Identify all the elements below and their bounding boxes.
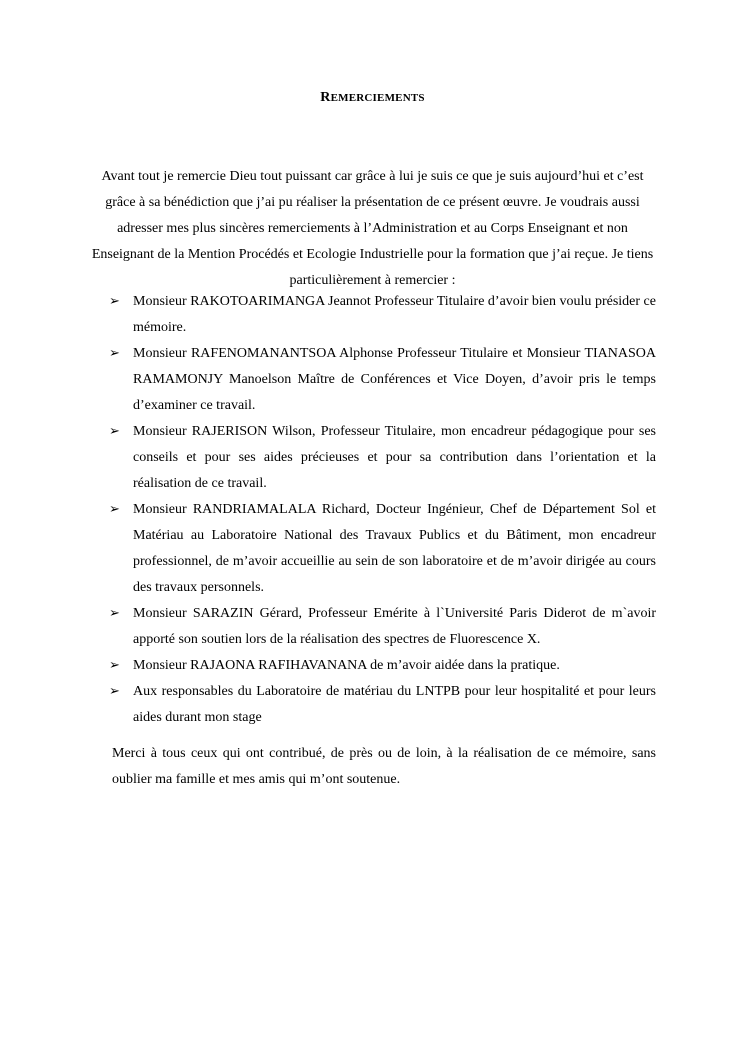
list-item-text: Monsieur RAFENOMANANTSOA Alphonse Professeur Titulaire et Monsieur TIANASOA RAMAMONJY Manoelson Maître de Conférences et Vice Doyen, d’avoir pris le temps d’examiner ce travail. (133, 346, 656, 413)
arrow-bullet-icon: ➢ (109, 684, 120, 699)
list-item-text: Aux responsables du Laboratoire de matériau du LNTPB pour leur hospitalité et pour leurs aides durant mon stage (133, 684, 656, 725)
title-initial: R (320, 90, 331, 105)
arrow-bullet-icon: ➢ (109, 346, 120, 361)
page-title (0, 90, 745, 106)
arrow-bullet-icon: ➢ (109, 606, 120, 621)
arrow-bullet-icon: ➢ (109, 658, 120, 673)
list-item (108, 653, 656, 679)
list-item-text: Monsieur RAKOTOARIMANGA Jeannot Professeur Titulaire d’avoir bien voulu présider ce mémoire. (133, 294, 656, 335)
list-item (108, 601, 656, 653)
list-item-text: Monsieur RAJERISON Wilson, Professeur Titulaire, mon encadreur pédagogique pour ses conseils et pour ses aides précieuses et pour sa contribution dans l’orientation et la réalisation de ce travail. (133, 424, 656, 491)
closing-paragraph: Merci à tous ceux qui ont contribué, de près ou de loin, à la réalisation de ce mémoire, sans oublier ma famille et mes amis qui m’ont soutenue. (112, 746, 656, 787)
arrow-bullet-icon: ➢ (109, 294, 120, 309)
list-item (108, 341, 656, 419)
list-item-text: Monsieur RANDRIAMALALA Richard, Docteur Ingénieur, Chef de Département Sol et Matériau au Laboratoire National des Travaux Publics et du Bâtiment, mon encadreur professionnel, de m’avoir accueillie au sein de son laboratoire et de m’avoir dirigée au cours des travaux personnels. (133, 502, 656, 595)
arrow-bullet-icon: ➢ (109, 424, 120, 439)
list-item-text: Monsieur SARAZIN Gérard, Professeur Emérite à l`Université Paris Diderot de m`avoir apporté son soutien lors de la réalisation des spectres de Fluorescence X. (133, 606, 656, 647)
intro-paragraph: Avant tout je remercie Dieu tout puissant car grâce à lui je suis ce que je suis aujourd’hui et c’est grâce à sa bénédiction que j’ai pu réaliser la présentation de ce présent œuvre. Je voudrais aussi adresser mes plus sincères remerciements à l’Administration et au Corps Enseignant et non Enseignant de la Mention Procédés et Ecologie Industrielle pour la formation que j’ai reçue. Je tiens particulièrement à remercier : (91, 169, 654, 288)
list-item (108, 679, 656, 731)
title-rest: EMERCIEMENTS (330, 92, 425, 104)
list-item (108, 419, 656, 497)
list-item-text: Monsieur RAJAONA RAFIHAVANANA de m’avoir aidée dans la pratique. (133, 658, 560, 673)
acknowledgement-list (108, 289, 656, 731)
arrow-bullet-icon: ➢ (109, 502, 120, 517)
list-item (108, 289, 656, 341)
list-item (108, 497, 656, 601)
